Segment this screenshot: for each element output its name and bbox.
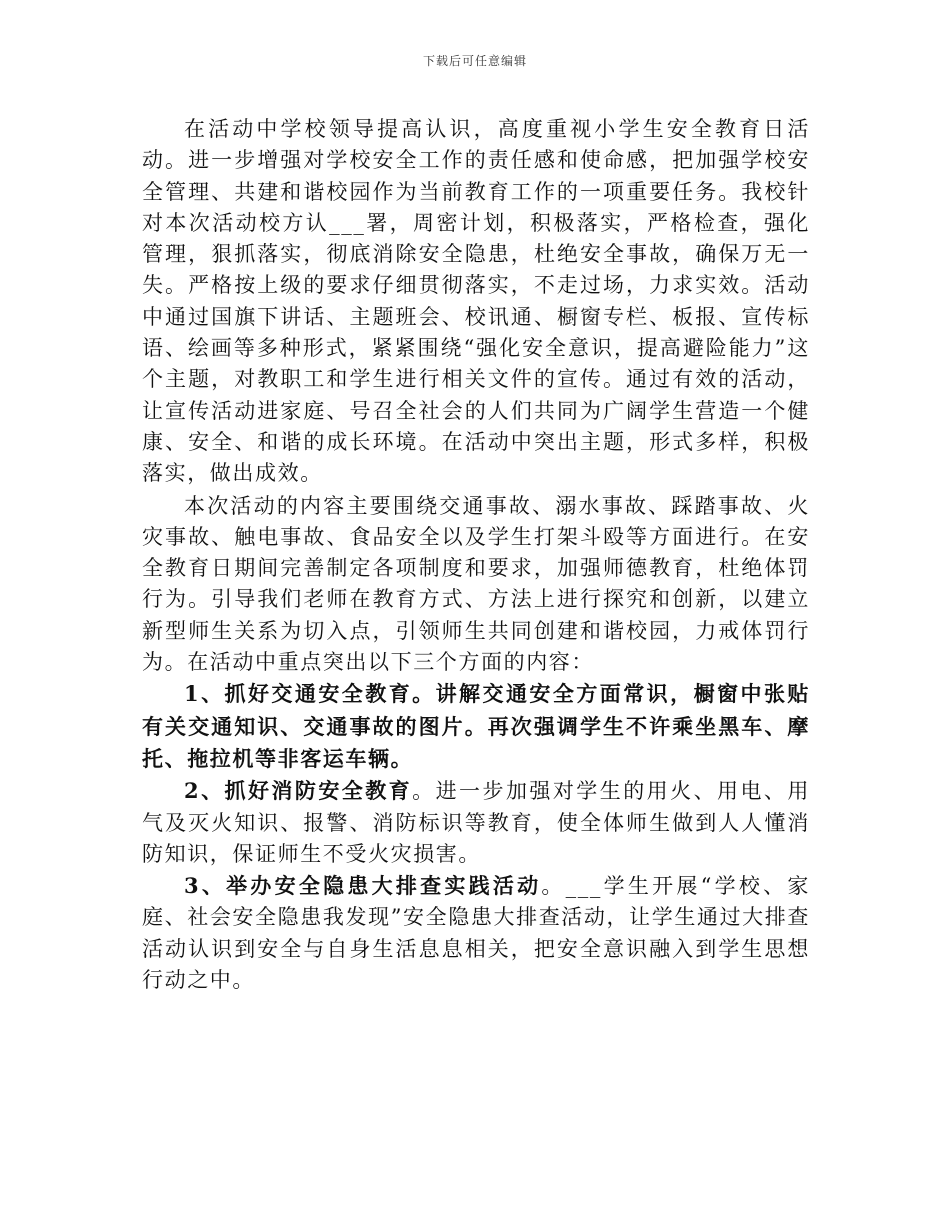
document-body	[142, 113, 810, 996]
paragraph-activity-content	[142, 490, 810, 679]
paragraph-lead: 1、抓好交通安全教育。讲解交通安全方面常识，橱窗中张贴有关交通知识、交通事故的图片。再次强调学生不许乘坐黑车、摩托、拖拉机等非客运车辆。	[142, 681, 810, 771]
paragraph-text: 本次活动的内容主要围绕交通事故、溺水事故、踩踏事故、火灾事故、触电事故、食品安全以及学生打架斗殴等方面进行。在安全教育日期间完善制定各项制度和要求，加强师德教育，杜绝体罚行为。引导我们老师在教育方式、方法上进行探究和创新，以建立新型师生关系为切入点，引领师生共同创建和谐校园，力戒体罚行为。在活动中重点突出以下三个方面的内容：	[142, 493, 810, 675]
paragraph-text: 。进一步加强对学生的用火、用电、用气及灭火知识、报警、消防标识等教育，使全体师生做到人人懂消防知识，保证师生不受火灾损害。	[142, 779, 810, 866]
paragraph-activity-overview	[142, 113, 810, 490]
page-header: 下载后可任意编辑	[422, 54, 527, 68]
paragraph-fire-safety	[142, 775, 810, 870]
paragraph-lead: 2、抓好消防安全教育	[184, 778, 413, 804]
paragraph-lead: 3、举办安全隐患大排查实践活动	[184, 873, 542, 899]
paragraph-text: 在活动中学校领导提高认识，高度重视小学生安全教育日活动。进一步增强对学校安全工作的责任感和使命感，把加强学校安全管理、共建和谐校园作为当前教育工作的一项重要任务。我校针对本次活动校方认___署，周密计划，积极落实，严格检查，强化管理，狠抓落实，彻底消除安全隐患，杜绝安全事故，确保万无一失。严格按上级的要求仔细贯彻落实，不走过场，力求实效。活动中通过国旗下讲话、主题班会、校讯通、橱窗专栏、板报、宣传标语、绘画等多种形式，紧紧围绕“强化安全意识，提高避险能力”这个主题，对教职工和学生进行相关文件的宣传。通过有效的活动，让宣传活动进家庭、号召全社会的人们共同为广阔学生营造一个健康、安全、和谐的成长环境。在活动中突出主题，形式多样，积极落实，做出成效。	[142, 117, 810, 486]
paragraph-traffic-safety	[142, 678, 810, 775]
paragraph-text: 。___学生开展“学校、家庭、社会安全隐患我发现”安全隐患大排查活动，让学生通过大排查活动认识到安全与自身生活息息相关，把安全意识融入到学生思想行动之中。	[142, 874, 810, 993]
paragraph-hazard-inspection	[142, 870, 810, 996]
